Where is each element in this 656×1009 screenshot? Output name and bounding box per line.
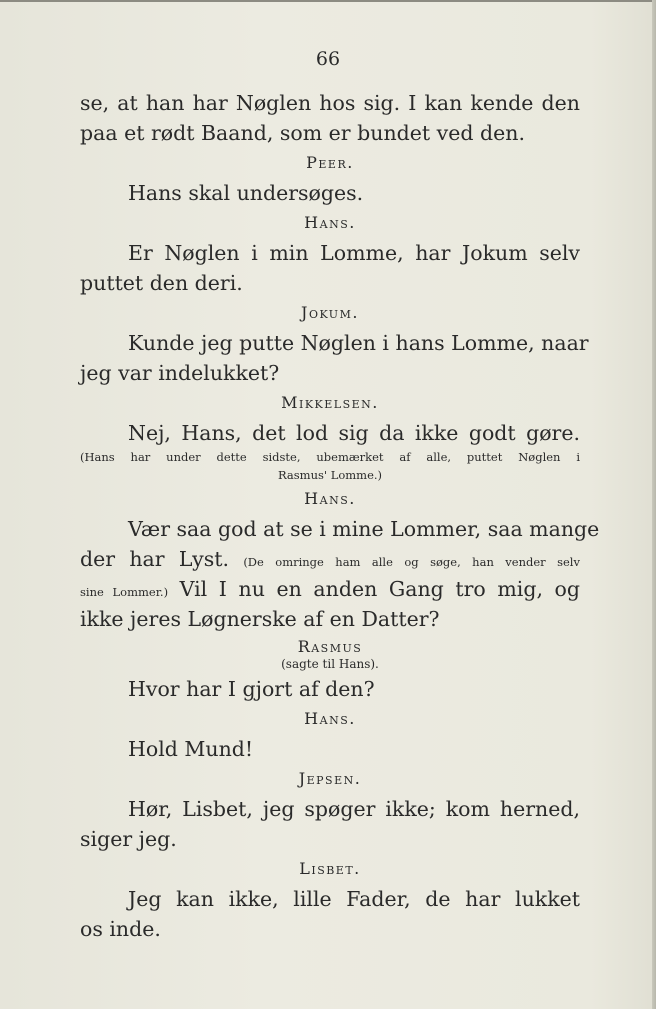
text-line: Jeg kan ikke, lille Fader, de har lukket [128, 887, 580, 911]
stage-direction: (Hans har under dette sidste, ubemærket af alle, puttet Nøglen i [80, 450, 580, 464]
text-line: ikke jeres Løgnerske af en Datter? [80, 607, 440, 631]
speaker-name: Mikkelsen. [281, 393, 379, 412]
text-line: Hans skal undersøges. [128, 181, 364, 205]
stage-direction: Rasmus' Lomme.) [277, 468, 383, 482]
text-line: puttet den deri. [80, 271, 243, 295]
text-line: os inde. [80, 917, 161, 941]
speaker-name: Peer. [306, 153, 354, 172]
page-number: 66 [315, 48, 341, 70]
text-line: Hør, Lisbet, jeg spøger ikke; kom herned, [128, 797, 580, 821]
speaker-name: Hans. [304, 709, 356, 728]
text-line: Vær saa god at se i mine Lommer, saa mange [128, 517, 600, 541]
top-border [0, 0, 656, 2]
speaker-name: Jepsen. [298, 769, 362, 788]
text-line: Er Nøglen i min Lomme, har Jokum selv [128, 241, 580, 265]
stage-direction: (De omringe ham alle og søge, han vender selv [243, 555, 580, 569]
text-line-mixed [80, 544, 580, 574]
speaker-name: Rasmus [297, 637, 363, 656]
text-line: jeg var indelukket? [80, 361, 280, 385]
text-line: paa et rødt Baand, som er bundet ved den. [80, 121, 525, 145]
text-segment: der har Lyst. [80, 547, 229, 571]
speaker-name: Hans. [304, 213, 356, 232]
speaker-name: Lisbet. [299, 859, 361, 878]
text-line-mixed [80, 574, 580, 604]
stage-direction: (sagte til Hans). [281, 657, 379, 671]
text-line: siger jeg. [80, 827, 177, 851]
text-line: Hold Mund! [128, 737, 254, 761]
text-line: se, at han har Nøglen hos sig. I kan kende den [80, 91, 580, 115]
text-column [80, 88, 600, 944]
stage-direction: sine Lommer.) [80, 585, 169, 599]
text-segment: Vil I nu en anden Gang tro mig, og [179, 577, 581, 601]
speaker-name: Jokum. [301, 303, 359, 322]
speaker-name: Hans. [304, 489, 356, 508]
text-line: Nej, Hans, det lod sig da ikke godt gøre. [128, 421, 580, 445]
page-edge [652, 0, 656, 1009]
text-line: Hvor har I gjort af den? [128, 677, 375, 701]
text-line: Kunde jeg putte Nøglen i hans Lomme, naar [128, 331, 589, 355]
